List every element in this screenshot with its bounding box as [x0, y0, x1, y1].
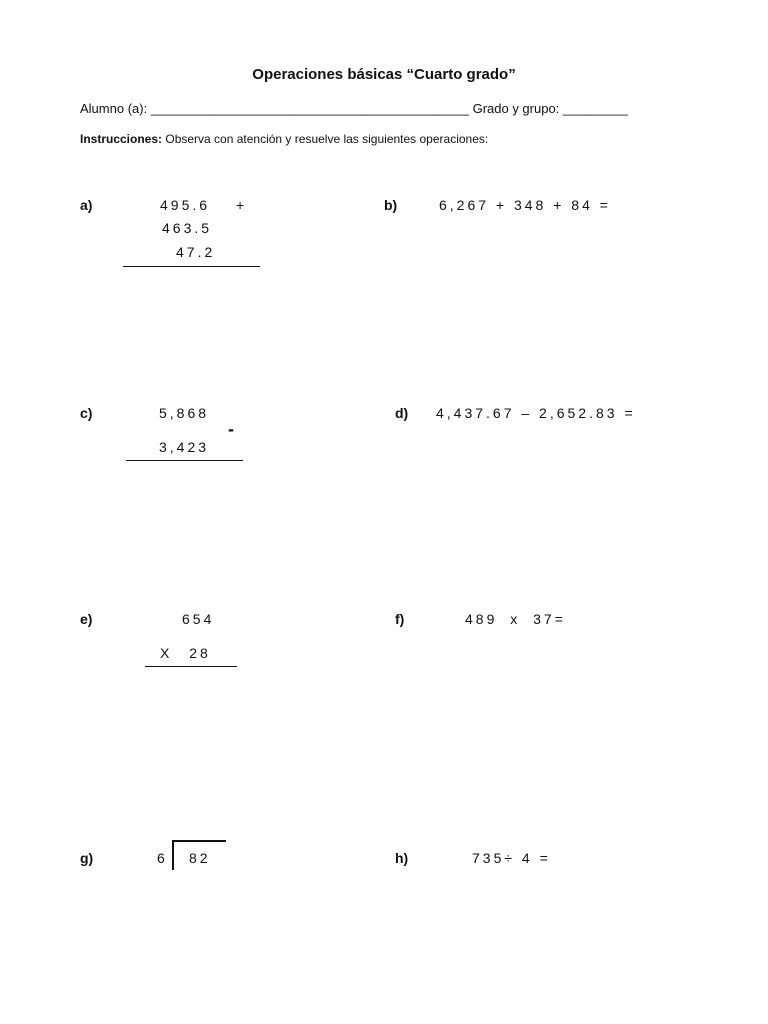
student-label: Alumno (a):: [80, 101, 148, 116]
problem-d-expression: 4,437.67 – 2,652.83 =: [436, 405, 636, 421]
problem-e-line1: 654: [182, 611, 215, 627]
problem-g-dividend: 82: [189, 850, 211, 866]
problem-e-label: e): [80, 611, 93, 627]
problem-g-divisor: 6: [157, 850, 168, 866]
student-name-row: [80, 101, 628, 116]
instructions-text: Observa con atención y resuelve las siguientes operaciones:: [162, 132, 489, 146]
problem-b-label: b): [384, 197, 398, 213]
problem-g-label: g): [80, 850, 94, 866]
instructions: [80, 132, 488, 146]
problem-h-expression: 735÷ 4 =: [472, 850, 551, 866]
grade-label: Grado y grupo:: [472, 101, 560, 116]
problem-a-line1: 495.6: [160, 197, 211, 213]
problem-c-line2: 3,423: [159, 439, 210, 455]
problem-c-difference-line: [126, 460, 243, 461]
problem-c-label: c): [80, 405, 93, 421]
problem-d-label: d): [395, 405, 409, 421]
instructions-label: Instrucciones:: [80, 132, 163, 146]
problem-e-product-line: [145, 666, 237, 667]
page-title: Operaciones básicas “Cuarto grado”: [252, 66, 516, 83]
problem-b-expression: 6,267 + 348 + 84 =: [439, 197, 611, 213]
grade-blank: _________: [562, 101, 628, 116]
student-name-blank: ____________________________________________: [150, 101, 469, 116]
problem-a-line3: 47.2: [176, 244, 216, 260]
problem-c-line1: 5,868: [159, 405, 210, 421]
problem-a-sum-line: [123, 266, 260, 267]
problem-a-label: a): [80, 197, 93, 213]
problem-h-label: h): [395, 850, 409, 866]
problem-f-expression: 489 x 37=: [465, 611, 566, 627]
problem-e-line2: X 28: [160, 645, 211, 661]
problem-a-line2: 463.5: [162, 220, 213, 236]
problem-c-operator: -: [228, 419, 234, 439]
problem-f-label: f): [395, 611, 405, 627]
problem-a-operator: +: [236, 197, 248, 213]
